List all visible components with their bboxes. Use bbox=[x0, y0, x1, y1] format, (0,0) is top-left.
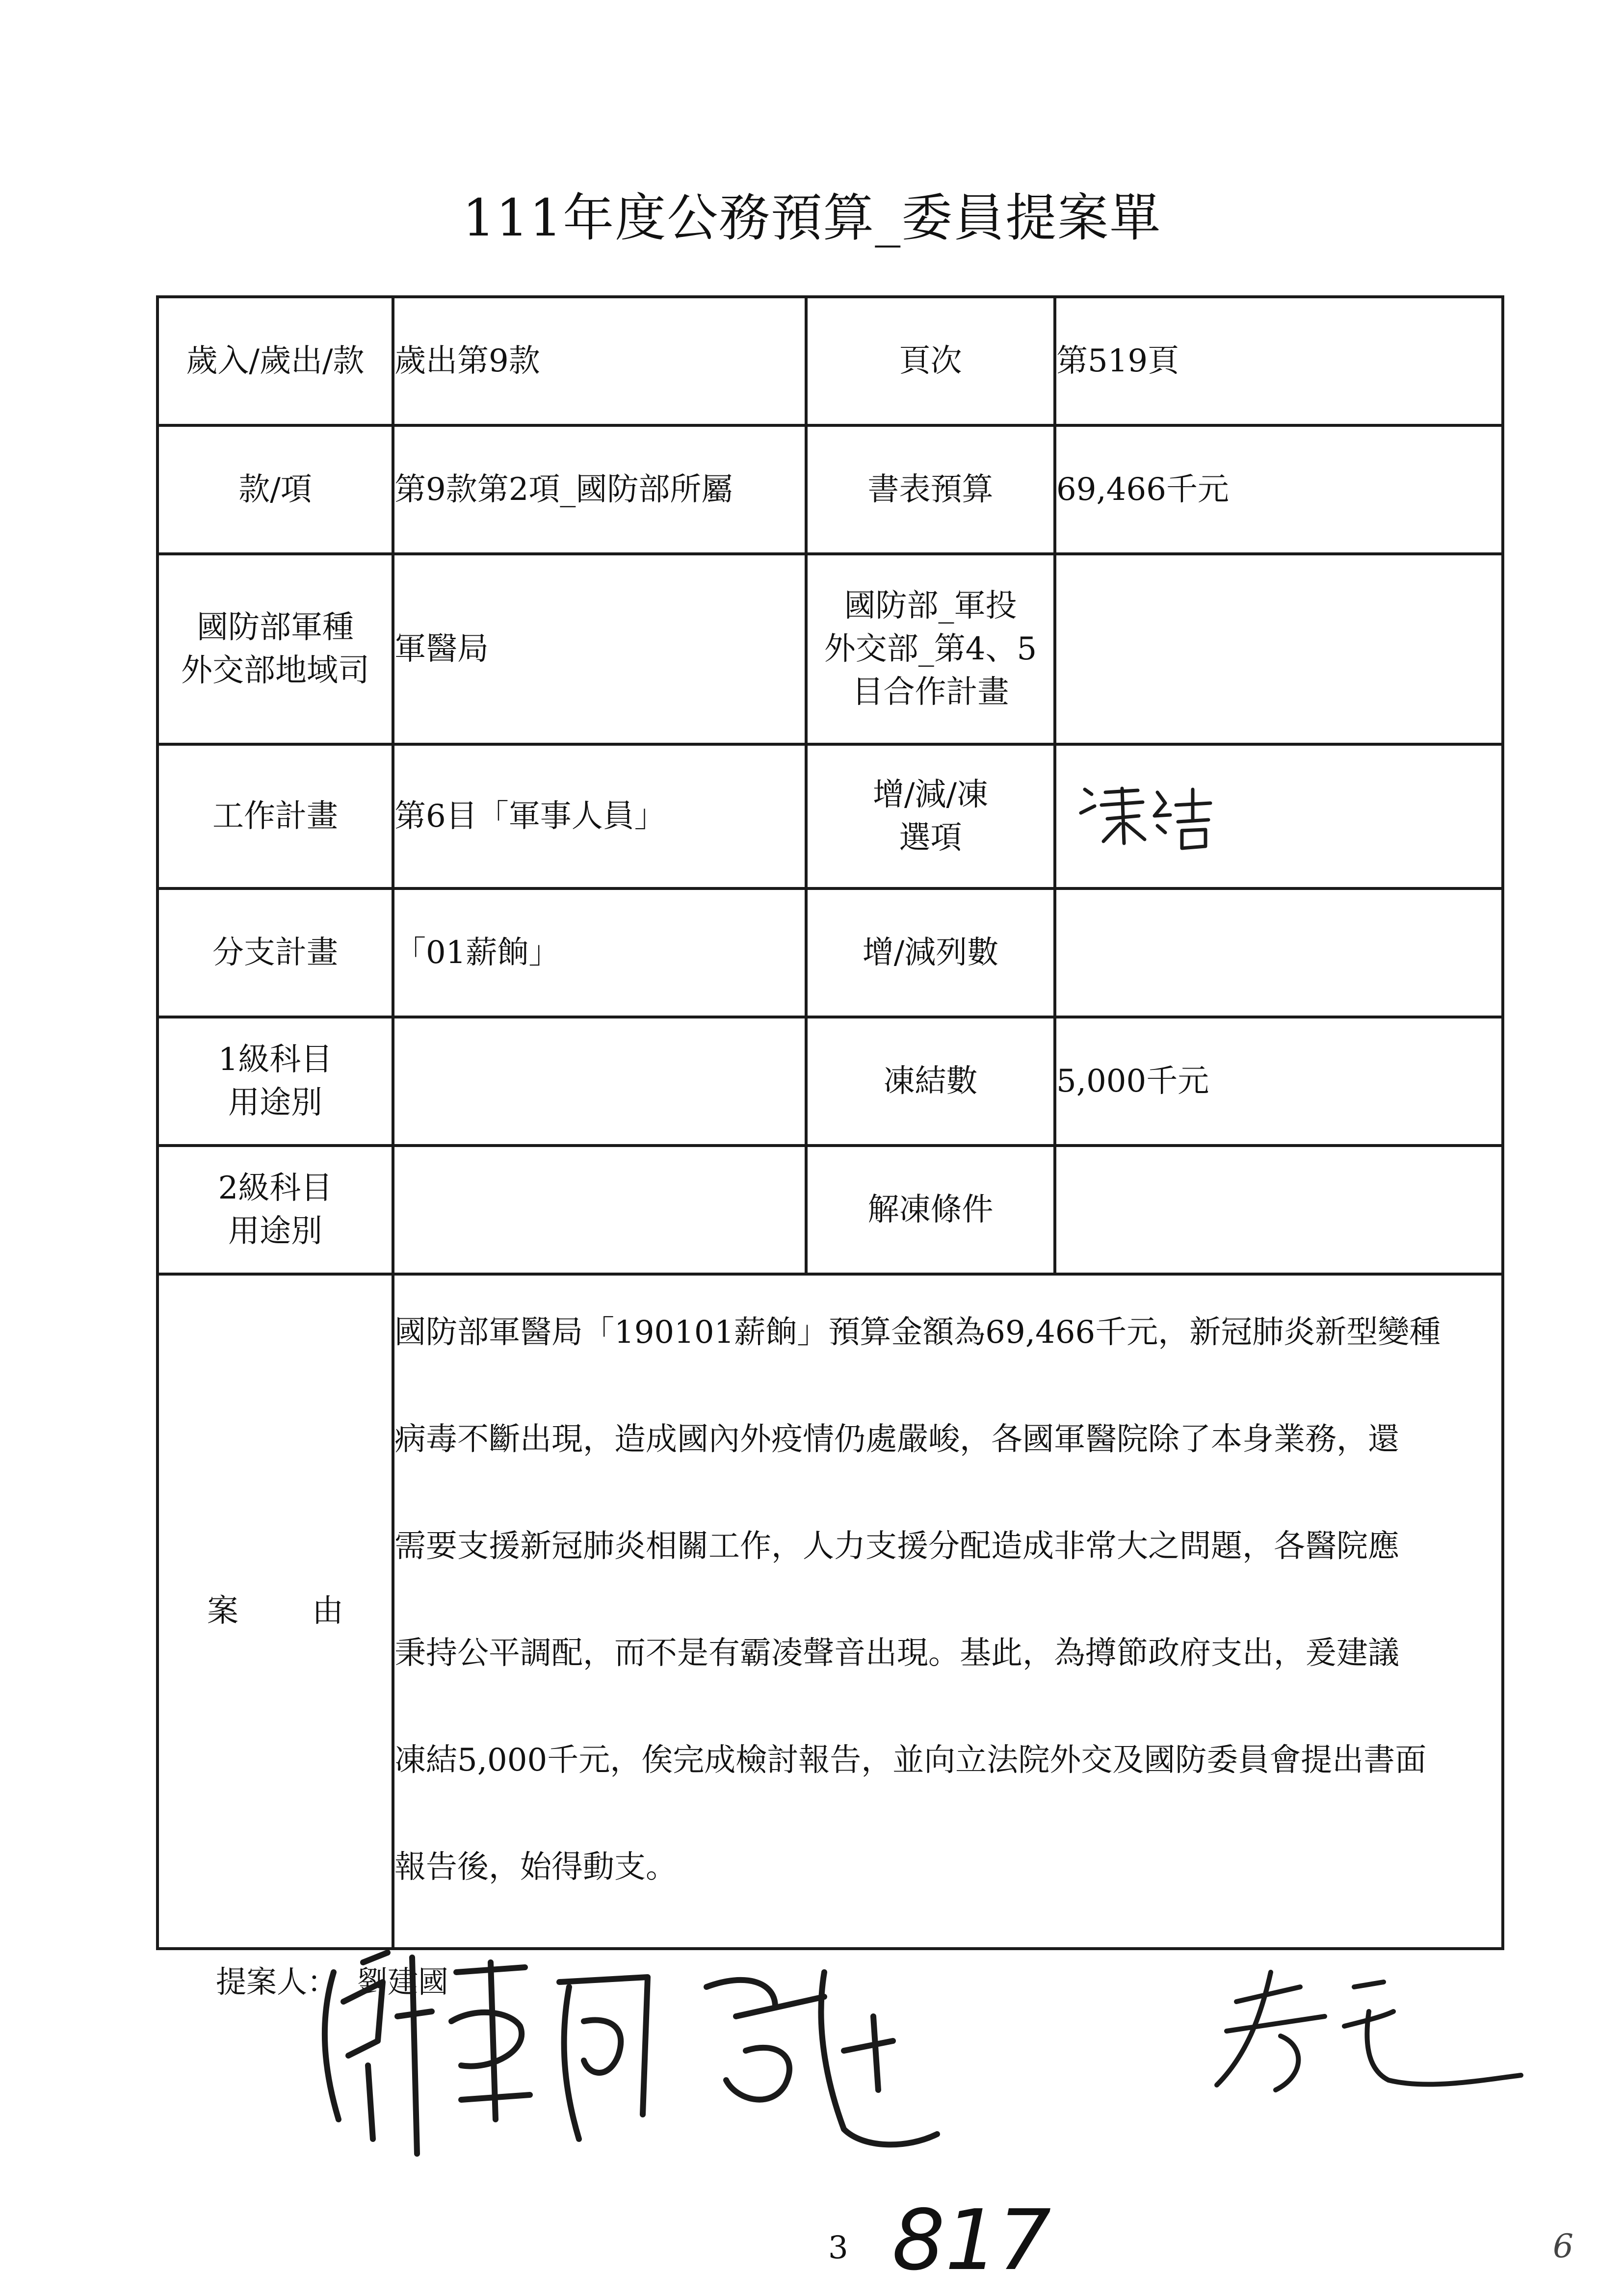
label-statement-budget: 書表預算 bbox=[806, 425, 1055, 554]
reason-line: 凍結5,000千元，俟完成檢討報告，並向立法院外交及國防委員會提出書面 bbox=[394, 1742, 1427, 1778]
label-level1-subject bbox=[157, 1017, 393, 1146]
value-level1-subject bbox=[393, 1017, 806, 1146]
value-branch-plan: 「01薪餉」 bbox=[393, 888, 806, 1017]
label-level1-subject-line-2: 用途別 bbox=[228, 1085, 322, 1121]
reason-line: 國防部軍醫局「190101薪餉」預算金額為69,466千元，新冠肺炎新型變種 bbox=[394, 1314, 1441, 1351]
value-cooperation-plan bbox=[1055, 554, 1503, 744]
label-level2-subject-line-1: 2級科目 bbox=[218, 1170, 333, 1206]
form-row-item bbox=[157, 425, 1503, 554]
proposer-name: 劉建國 bbox=[357, 1964, 449, 2000]
reason-body bbox=[393, 1274, 1503, 1949]
reason-line: 病毒不斷出現，造成國內外疫情仍處嚴峻，各國軍醫院除了本身業務，還 bbox=[394, 1421, 1399, 1458]
value-statement-budget: 69,466千元 bbox=[1055, 425, 1503, 554]
label-work-plan: 工作計畫 bbox=[157, 744, 393, 888]
form-row-level2-subject bbox=[157, 1146, 1503, 1274]
label-adjust-option-line-2: 選項 bbox=[899, 820, 962, 856]
label-revenue-expense-section: 歲入/歲出/款 bbox=[157, 297, 393, 425]
form-title: 111年度公務預算_委員提案單 bbox=[462, 188, 1162, 248]
proposal-form-table bbox=[156, 295, 1504, 1950]
value-page: 第519頁 bbox=[1055, 297, 1503, 425]
label-unfreeze-condition: 解凍條件 bbox=[806, 1146, 1055, 1274]
value-revenue-expense-section: 歲出第9款 bbox=[393, 297, 806, 425]
value-work-plan: 第6目「軍事人員」 bbox=[393, 744, 806, 888]
printed-page-number: 3 bbox=[828, 2230, 848, 2266]
value-agency: 軍醫局 bbox=[393, 554, 806, 744]
form-row-branch-plan bbox=[157, 888, 1503, 1017]
label-agency-line-2: 外交部地域司 bbox=[181, 652, 369, 689]
label-reason-char-2: 由 bbox=[312, 1593, 343, 1630]
label-cooperation-plan-line-1: 國防部_軍投 bbox=[844, 587, 1017, 624]
label-adjust-option-line-1: 增/減/凍 bbox=[872, 776, 989, 813]
label-branch-plan: 分支計畫 bbox=[157, 888, 393, 1017]
label-cooperation-plan bbox=[806, 554, 1055, 744]
form-row-reason bbox=[157, 1274, 1503, 1949]
form-row-agency bbox=[157, 554, 1503, 744]
form-row-level1-subject bbox=[157, 1017, 1503, 1146]
label-reason-char-1: 案 bbox=[207, 1593, 238, 1630]
label-section-item: 款/項 bbox=[157, 425, 393, 554]
form-row-work-plan bbox=[157, 744, 1503, 888]
label-agency-line-1: 國防部軍種 bbox=[197, 609, 354, 646]
label-level1-subject-line-1: 1級科目 bbox=[218, 1041, 333, 1078]
reason-line: 需要支援新冠肺炎相關工作，人力支援分配造成非常大之問題，各醫院應 bbox=[394, 1528, 1399, 1565]
handwritten-signature-co-signer bbox=[1207, 1957, 1531, 2105]
handwritten-signature-liu bbox=[304, 1943, 1030, 2164]
label-adjust-amount: 增/減列數 bbox=[806, 888, 1055, 1017]
label-page: 頁次 bbox=[806, 297, 1055, 425]
reason-text bbox=[394, 1279, 1501, 1921]
value-unfreeze-condition bbox=[1055, 1146, 1503, 1274]
label-agency bbox=[157, 554, 393, 744]
value-level2-subject bbox=[393, 1146, 806, 1274]
label-adjust-option bbox=[806, 744, 1055, 888]
corner-page-number: 6 bbox=[1553, 2227, 1573, 2265]
value-adjust-amount bbox=[1055, 888, 1503, 1017]
label-level2-subject-line-2: 用途別 bbox=[228, 1213, 322, 1250]
value-freeze-amount: 5,000千元 bbox=[1055, 1017, 1503, 1146]
reason-line: 報告後，始得動支。 bbox=[394, 1849, 677, 1885]
handwritten-freeze-mark bbox=[1056, 775, 1218, 858]
value-section-item: 第9款第2項_國防部所屬 bbox=[393, 425, 806, 554]
label-level2-subject bbox=[157, 1146, 393, 1274]
form-row-category bbox=[157, 297, 1503, 425]
label-reason bbox=[157, 1274, 393, 1949]
label-cooperation-plan-line-2: 外交部_第4、5 bbox=[824, 630, 1037, 667]
handwritten-page-number: 817 bbox=[892, 2192, 1051, 2289]
label-freeze-amount: 凍結數 bbox=[806, 1017, 1055, 1146]
reason-line: 秉持公平調配，而不是有霸凌聲音出現。基此，為撙節政府支出，爰建議 bbox=[394, 1635, 1399, 1671]
label-cooperation-plan-line-3: 目合作計畫 bbox=[852, 674, 1009, 711]
proposer-label: 提案人： bbox=[216, 1964, 338, 2000]
value-adjust-option-handwritten bbox=[1055, 744, 1503, 888]
